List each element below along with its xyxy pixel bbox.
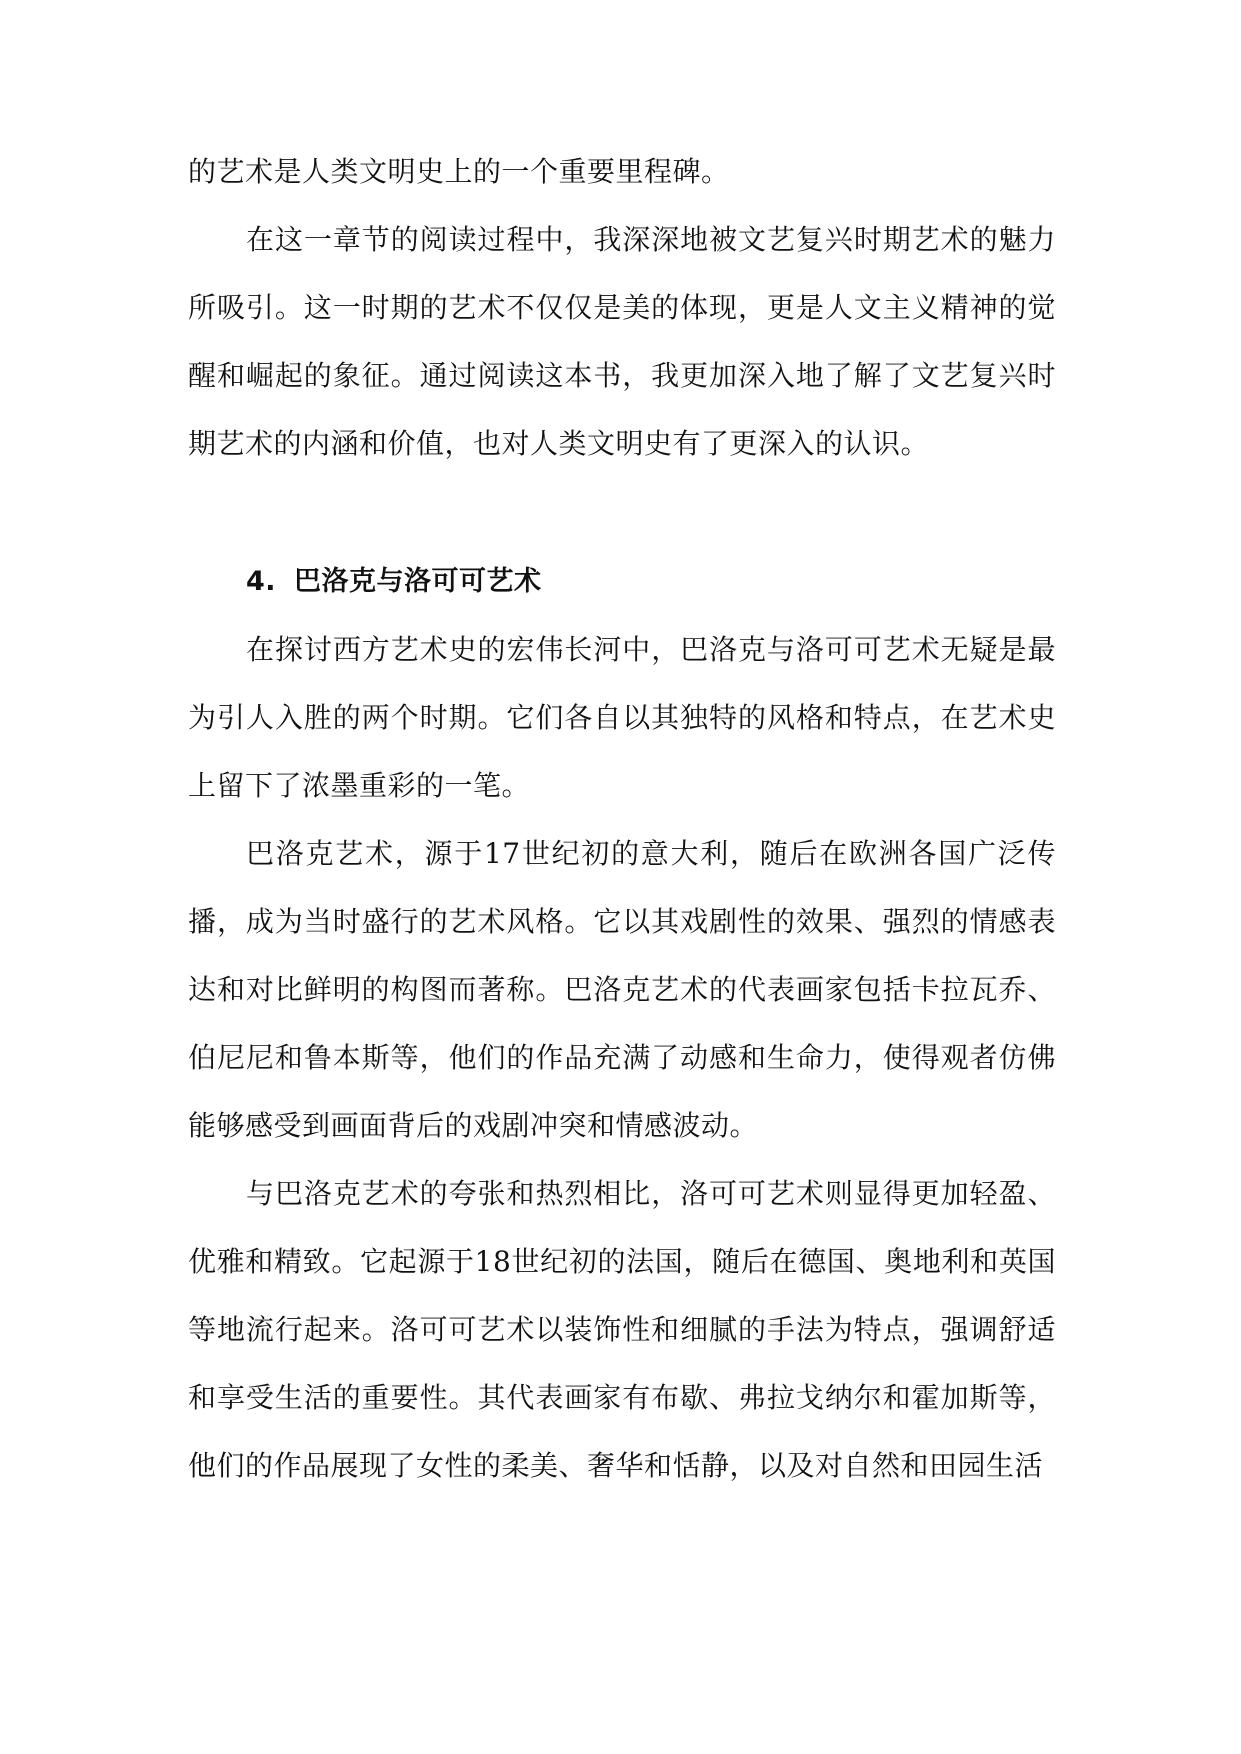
section-heading xyxy=(246,548,542,616)
paragraph-continuation: 的艺术是人类文明史上的一个重要里程碑。 xyxy=(188,155,730,188)
paragraph-rococo: 与巴洛克艺术的夸张和热烈相比，洛可可艺术则显得更加轻盈、优雅和精致。它起源于18世纪初的法国，随后在德国、奥地利和英国等地流行起来。洛可可艺术以装饰性和细腻的手法为特点，强调舒适和享受生活的重要性。其代表画家有布歇、弗拉戈纳尔和霍加斯等，他们的作品展现了女性的柔美、奢华和恬静，以及对自然和田园生活 xyxy=(188,1177,1056,1482)
section-number: 4. xyxy=(246,566,277,597)
section-title: 巴洛克与洛可可艺术 xyxy=(294,566,542,597)
paragraph-baroque: 巴洛克艺术，源于17世纪初的意大利，随后在欧洲各国广泛传播，成为当时盛行的艺术风格。它以其戏剧性的效果、强烈的情感表达和对比鲜明的构图而著称。巴洛克艺术的代表画家包括卡拉瓦乔、伯尼尼和鲁本斯等，他们的作品充满了动感和生命力，使得观者仿佛能够感受到画面背后的戏剧冲突和情感波动。 xyxy=(188,837,1056,1142)
paragraph-reading-reflection: 在这一章节的阅读过程中，我深深地被文艺复兴时期艺术的魅力所吸引。这一时期的艺术不仅仅是美的体现，更是人文主义精神的觉醒和崛起的象征。通过阅读这本书，我更加深入地了解了文艺复兴时期艺术的内涵和价值，也对人类文明史有了更深入的认识。 xyxy=(188,223,1056,460)
paragraph-intro: 在探讨西方艺术史的宏伟长河中，巴洛克与洛可可艺术无疑是最为引人入胜的两个时期。它们各自以其独特的风格和特点，在艺术史上留下了浓墨重彩的一笔。 xyxy=(188,633,1056,802)
